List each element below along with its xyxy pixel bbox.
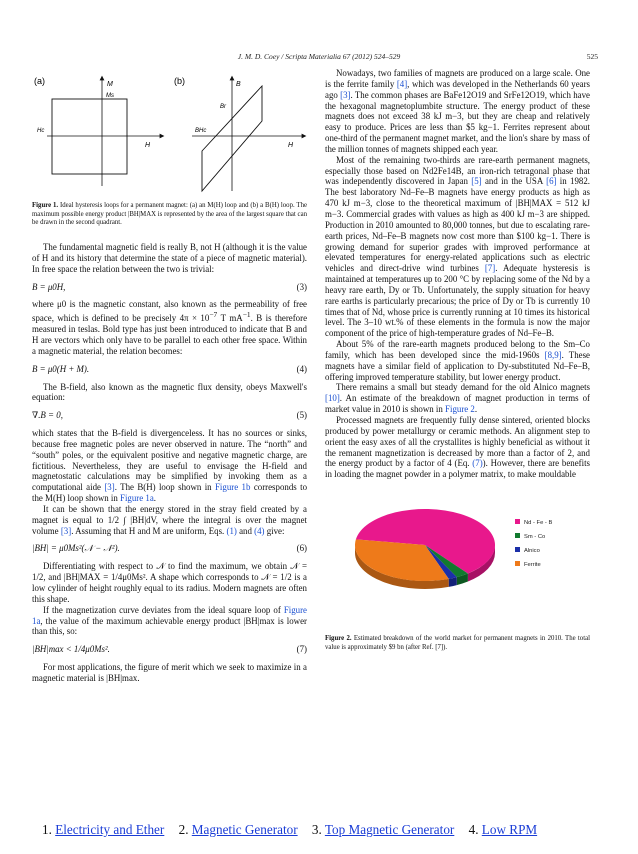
text-run: . The common phases are BaFe12O19 and SrFe12O19, which have the hexagonal magnetoplumbite structure. The energy product of these magnets does not exceed 38 kJ m−3, but they are cheap and relatively easy to produce. Prices are less than $5 kg−1. Ferrites represent about one-third of the permanent magnet market, and the lion's share by mass of the million tonnes of magnets shipped each year. xyxy=(325,89,591,154)
text-run: . Assuming that H and M are uniform, Eqs. xyxy=(71,525,227,536)
figure-link[interactable]: Figure 1a xyxy=(32,604,307,626)
text-run: T mA xyxy=(217,313,243,324)
b-x-label: H xyxy=(288,142,294,149)
paragraph: The fundamental magnetic field is really B, not H (although it is the value of H and its history that determine the state of a piece of magnetic material). In free space the relation between the two is trivial: xyxy=(32,242,307,274)
equation-number: (4) xyxy=(296,363,307,374)
running-head: J. M. D. Coey / Scripta Materialia 67 (2012) 524–529 xyxy=(237,52,401,61)
equation-body: |BH|max < 1/4μ0Ms². xyxy=(32,644,110,655)
equation-number: (7) xyxy=(296,644,307,655)
legend-swatch xyxy=(515,519,520,524)
related-link-item[interactable] xyxy=(179,822,298,837)
link-number: 2. xyxy=(178,822,189,837)
text-run: About 5% of the rare-earth magnets produced belong to the Sm–Co family, which has been developed since the mid-1960s xyxy=(325,339,590,360)
right-column xyxy=(325,68,590,666)
paragraph xyxy=(325,155,590,339)
paragraph xyxy=(325,382,590,415)
equation-link[interactable]: (7) xyxy=(472,458,483,469)
hysteresis-loops-diagram xyxy=(32,66,307,196)
text-run: , the value of the maximum achievable energy product |BH|max is lower than this, so: xyxy=(32,615,307,637)
text-run: . xyxy=(474,404,478,415)
text-run: . B is therefore measured in teslas. Bold type has just been introduced to indicate that B and H are vectors which only have to be parallel to each other free space. Within a magnetic material, the relation becomes: xyxy=(32,313,308,356)
equation-link[interactable]: (1) xyxy=(226,525,237,536)
link-number: 3. xyxy=(311,822,322,837)
a-y-label: M xyxy=(107,81,113,88)
paragraph xyxy=(32,504,307,537)
equation-6 xyxy=(32,543,307,554)
paragraph xyxy=(325,339,590,382)
text-run: If the magnetization curve deviates from the ideal square loop of xyxy=(43,604,284,615)
equation-number: (5) xyxy=(296,410,307,421)
text-run: and in the USA xyxy=(481,176,547,187)
figure-1 xyxy=(32,66,307,196)
equation-number: (6) xyxy=(296,543,307,554)
legend-swatch xyxy=(515,561,520,566)
text-run: in 1982. The best laboratory Nd–Fe–B magnets have energy products as high as 470 kJ m−3, close to the theoretical maximum of |BH|MAX = 512 kJ m−3. Commercial grades with values as high as 400 kJ m−3 are shipped. Production in 2010 amounted to 80,000 tonnes, but due to escalating rare-earth prices, Nd–Fe–B magnets now cost more than $100 kg−1. There is growing demand for superior grades with improved performance at elevated temperatures for energy-related applications such as electric vehicles and direct-drive wind turbines xyxy=(325,176,590,274)
page-number: 525 xyxy=(586,52,598,61)
a-hc-label: Hc xyxy=(37,128,45,134)
text-run: give: xyxy=(264,525,285,536)
text-run: . These magnets have a similar field of application to Dy-substituted Nd–Fe–B, offering improved temperature stability, but lower energy product. xyxy=(325,349,590,382)
citation-link[interactable]: [3] xyxy=(60,525,72,536)
equation-7 xyxy=(32,644,307,655)
figure-1-caption xyxy=(32,202,307,228)
text-run: and xyxy=(236,525,255,536)
link-number: 1. xyxy=(42,822,52,837)
panel-a-label: (a) xyxy=(34,76,45,86)
magnet-market-pie-chart xyxy=(325,490,590,630)
figure-2 xyxy=(325,490,590,665)
text-run: Nowadays, two families of magnets are produced on a large scale. One is the ferrite family xyxy=(325,68,590,89)
citation-link[interactable]: [3] xyxy=(340,89,351,100)
figure-link[interactable]: Figure 1a xyxy=(120,493,154,504)
legend-label: Nd - Fe - B xyxy=(524,520,553,527)
figure-1-caption-text: Ideal hysteresis loops for a permanent magnet: (a) an M(H) loop and (b) a B(H) loop. The maximum possible energy product |BH|MAX is represented by the area of the largest square that can be drawn in the second quadrant. xyxy=(32,202,307,227)
legend-swatch xyxy=(515,533,520,538)
legend-swatch xyxy=(515,547,520,552)
paragraph xyxy=(325,415,590,480)
figure-2-caption-label: Figure 2. xyxy=(325,635,352,643)
panel-b-label: (b) xyxy=(174,76,185,86)
text-run: ). However, there are benefits in loading the magnet powder in a polymer matrix, to make mouldable xyxy=(325,458,590,480)
link-top-magnetic-generator[interactable]: Top Magnetic Generator xyxy=(324,822,455,837)
b-br-label: Br xyxy=(220,104,226,110)
left-column xyxy=(32,66,307,684)
text-run: . The B(H) loop shown in xyxy=(114,482,215,493)
equation-4 xyxy=(32,364,307,375)
superscript: −1 xyxy=(242,310,251,320)
figure-link[interactable]: Figure 1b xyxy=(215,482,251,493)
text-run: corresponds to the M(H) loop shown in xyxy=(32,482,308,504)
text-run: where μ0 is the magnetic constant, also known as the permeability of free space, which is defined to be precisely 4π × 10 xyxy=(32,299,307,324)
a-ms-label: Ms xyxy=(106,93,114,99)
text-run: . Adequate hysteresis is maintained at temperatures up to 200 °C by replacing some of the Nd by a heavy rare earth, Dy or Tb. Unfortunately, the supply situation for heavy rare earths is particularly precarious; the price of Dy or Tb is currently 10 times that of Nd, whose price is currently running at 10 times its historical level. The 3–10 wt.% of these elements in the formula is now the major component of the price of high-temperature grades of Nd–Fe–B. xyxy=(325,263,590,339)
citation-link[interactable]: [10] xyxy=(325,393,340,404)
citation-link[interactable]: [5] xyxy=(471,176,482,187)
equation-number: (3) xyxy=(296,281,307,292)
legend-label: Alnico xyxy=(524,548,540,555)
link-magnetic-generator[interactable]: Magnetic Generator xyxy=(191,822,298,837)
equation-body: B = μ0(H + M). xyxy=(32,363,90,374)
related-link-item[interactable] xyxy=(42,822,164,837)
citation-link[interactable]: [8,9] xyxy=(544,349,562,360)
text-run: , which was developed in the Netherlands 60 years ago xyxy=(325,78,590,100)
citation-link[interactable]: [4] xyxy=(396,78,408,89)
citation-link[interactable]: [7] xyxy=(484,263,496,274)
link-number: 4. xyxy=(468,822,479,837)
equation-body: ∇.B = 0, xyxy=(32,410,63,421)
citation-link[interactable]: [3] xyxy=(104,482,115,493)
citation-link[interactable]: [6] xyxy=(546,176,557,187)
related-link-item[interactable] xyxy=(312,822,454,837)
paragraph: For most applications, the figure of merit which we seek to maximize in a magnetic material is |BH|max. xyxy=(32,662,307,683)
paragraph xyxy=(32,428,307,504)
equation-link[interactable]: (4) xyxy=(254,525,265,536)
b-y-label: B xyxy=(236,81,241,88)
text-run: . An estimate of the breakdown of magnet production in terms of market value in 2010 is shown in xyxy=(325,393,590,415)
link-low-rpm[interactable]: Low RPM xyxy=(481,822,538,837)
equation-3 xyxy=(32,282,307,293)
paragraph xyxy=(32,605,307,638)
link-electricity-and-ether[interactable]: Electricity and Ether xyxy=(55,822,165,837)
figure-2-caption-text: Estimated breakdown of the world market for permanent magnets in 2010. The total value is approximately $9 bn (after Ref. [7]). xyxy=(325,635,590,651)
related-link-item[interactable] xyxy=(469,822,538,837)
equation-5 xyxy=(32,410,307,421)
paragraph: Differentiating with respect to 𝒩 to find the maximum, we obtain 𝒩 = 1/2, and |BH|MAX = 1/4μ0Ms². A shape which corresponds to 𝒩 = 1/2 is a low cylinder of height roughly equal to its radius. Modern magnets are often this shape. xyxy=(32,561,307,604)
figure-link[interactable]: Figure 2 xyxy=(445,404,475,415)
text-run: There remains a small but steady demand for the old Alnico magnets xyxy=(336,382,590,393)
b-hc-label: BHc xyxy=(195,128,207,134)
text-run: . xyxy=(153,493,157,504)
a-square-loop xyxy=(52,99,127,174)
text-run: It can be shown that the energy stored in the stray field created by a magnet is equal to 1/2 ∫ |BH|dV, where the integral is over the magnet volume xyxy=(32,503,307,536)
text-run: Processed magnets are frequently fully dense sintered, oriented blocks produced by power metallurgy or ceramic methods. An alignment step to orient the easy axes of all the crystallites is highly beneficial as without it the remanent magnetization is decreased by more than a factor of 2, and the energy product by a factor of 4 (Eq. xyxy=(325,415,590,469)
equation-body: |BH| = μ0Ms²(𝒩 − 𝒩²). xyxy=(32,543,120,554)
paragraph: The B-field, also known as the magnetic flux density, obeys Maxwell's equation: xyxy=(32,381,307,403)
legend-label: Ferrite xyxy=(524,562,541,569)
paragraph xyxy=(32,299,307,356)
related-links-bar xyxy=(42,822,602,838)
equation-body: B = μ0H, xyxy=(32,281,66,292)
text-run: Most of the remaining two-thirds are rare-earth permanent magnets, especially those based on Nd2Fe14B, an iron-rich tetragonal phase that was independently discovered in Japan xyxy=(325,154,590,187)
a-x-label: H xyxy=(145,142,151,149)
text-run: which states that the B-field is divergenceless. It has no sources or sinks, because free magnetic poles are never observed in nature. The “north” and “south” poles, or the equivalent positive and negative magnetic charge, are fictitious. Nevertheless, they are useful to envisage the H-field and magnetostatic calculations may be simplified by invoking them as a computational aide xyxy=(32,428,307,493)
superscript: −7 xyxy=(209,310,218,320)
paragraph xyxy=(325,68,590,155)
figure-1-caption-label: Figure 1. xyxy=(32,202,59,209)
legend-label: Sm - Co xyxy=(524,534,546,541)
